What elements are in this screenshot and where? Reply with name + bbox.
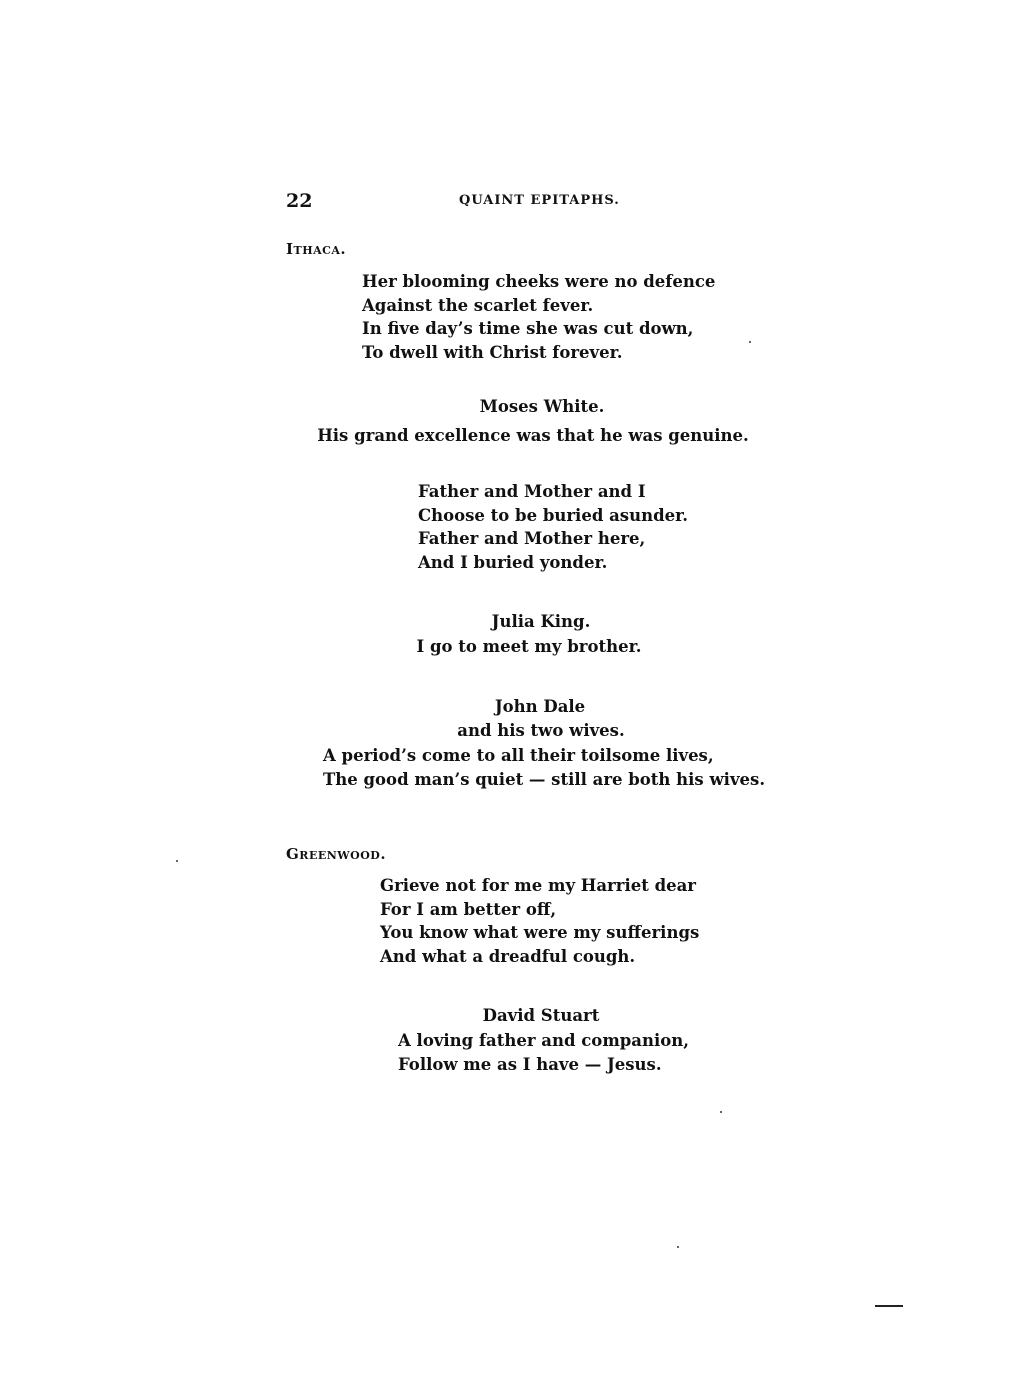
scan-speck — [720, 1111, 722, 1113]
verse-line: Choose to be buried asunder. — [418, 505, 689, 525]
scan-speck — [176, 860, 178, 862]
epitaph-ithaca — [362, 270, 715, 364]
verse-line: Her blooming cheeks were no defence — [362, 272, 716, 291]
page-number: 22 — [286, 190, 313, 212]
verse-line: In five day’s time she was cut down, — [362, 319, 694, 338]
scan-mark — [875, 1305, 903, 1307]
place-heading-greenwood: Greenwood. — [286, 845, 387, 863]
verse-line: Father and Mother and I — [418, 482, 646, 501]
scan-speck — [749, 341, 751, 343]
verse-line: Against the scarlet fever. — [362, 295, 594, 315]
epitaph-text-moses-white: His grand excellence was that he was genuine. — [317, 426, 749, 445]
epitaph-name-julia-king: Julia King. — [491, 612, 591, 631]
place-heading-ithaca: Ithaca. — [286, 240, 347, 258]
epitaph-name-moses-white: Moses White. — [479, 397, 605, 416]
epitaph-name-david-stuart: David Stuart — [482, 1006, 600, 1025]
verse-line: Follow me as I have — Jesus. — [398, 1054, 662, 1074]
verse-line: A period’s come to all their toilsome lives, — [323, 746, 714, 765]
epitaph-subtitle-john-dale: and his two wives. — [457, 721, 625, 740]
epitaph-father-mother — [418, 480, 688, 574]
epitaph-greenwood — [380, 874, 699, 968]
verse-line: Grieve not for me my Harriet dear — [380, 876, 696, 895]
scan-speck — [677, 1246, 679, 1248]
verse-line: And I buried yonder. — [418, 552, 608, 572]
epitaph-john-dale — [323, 744, 765, 791]
epitaph-text-julia-king: I go to meet my brother. — [416, 637, 642, 656]
verse-line: To dwell with Christ forever. — [362, 342, 623, 362]
verse-line: Father and Mother here, — [418, 529, 646, 548]
verse-line: And what a dreadful cough. — [380, 946, 636, 966]
verse-line: The good man’s quiet — still are both his wives. — [323, 769, 766, 789]
verse-line: You know what were my sufferings — [380, 923, 700, 942]
epitaph-name-john-dale: John Dale — [494, 697, 586, 716]
verse-line: A loving father and companion, — [398, 1031, 690, 1050]
running-title: QUAINT EPITAPHS. — [459, 193, 620, 208]
verse-line: For I am better off, — [380, 899, 557, 919]
epitaph-david-stuart — [398, 1029, 689, 1076]
